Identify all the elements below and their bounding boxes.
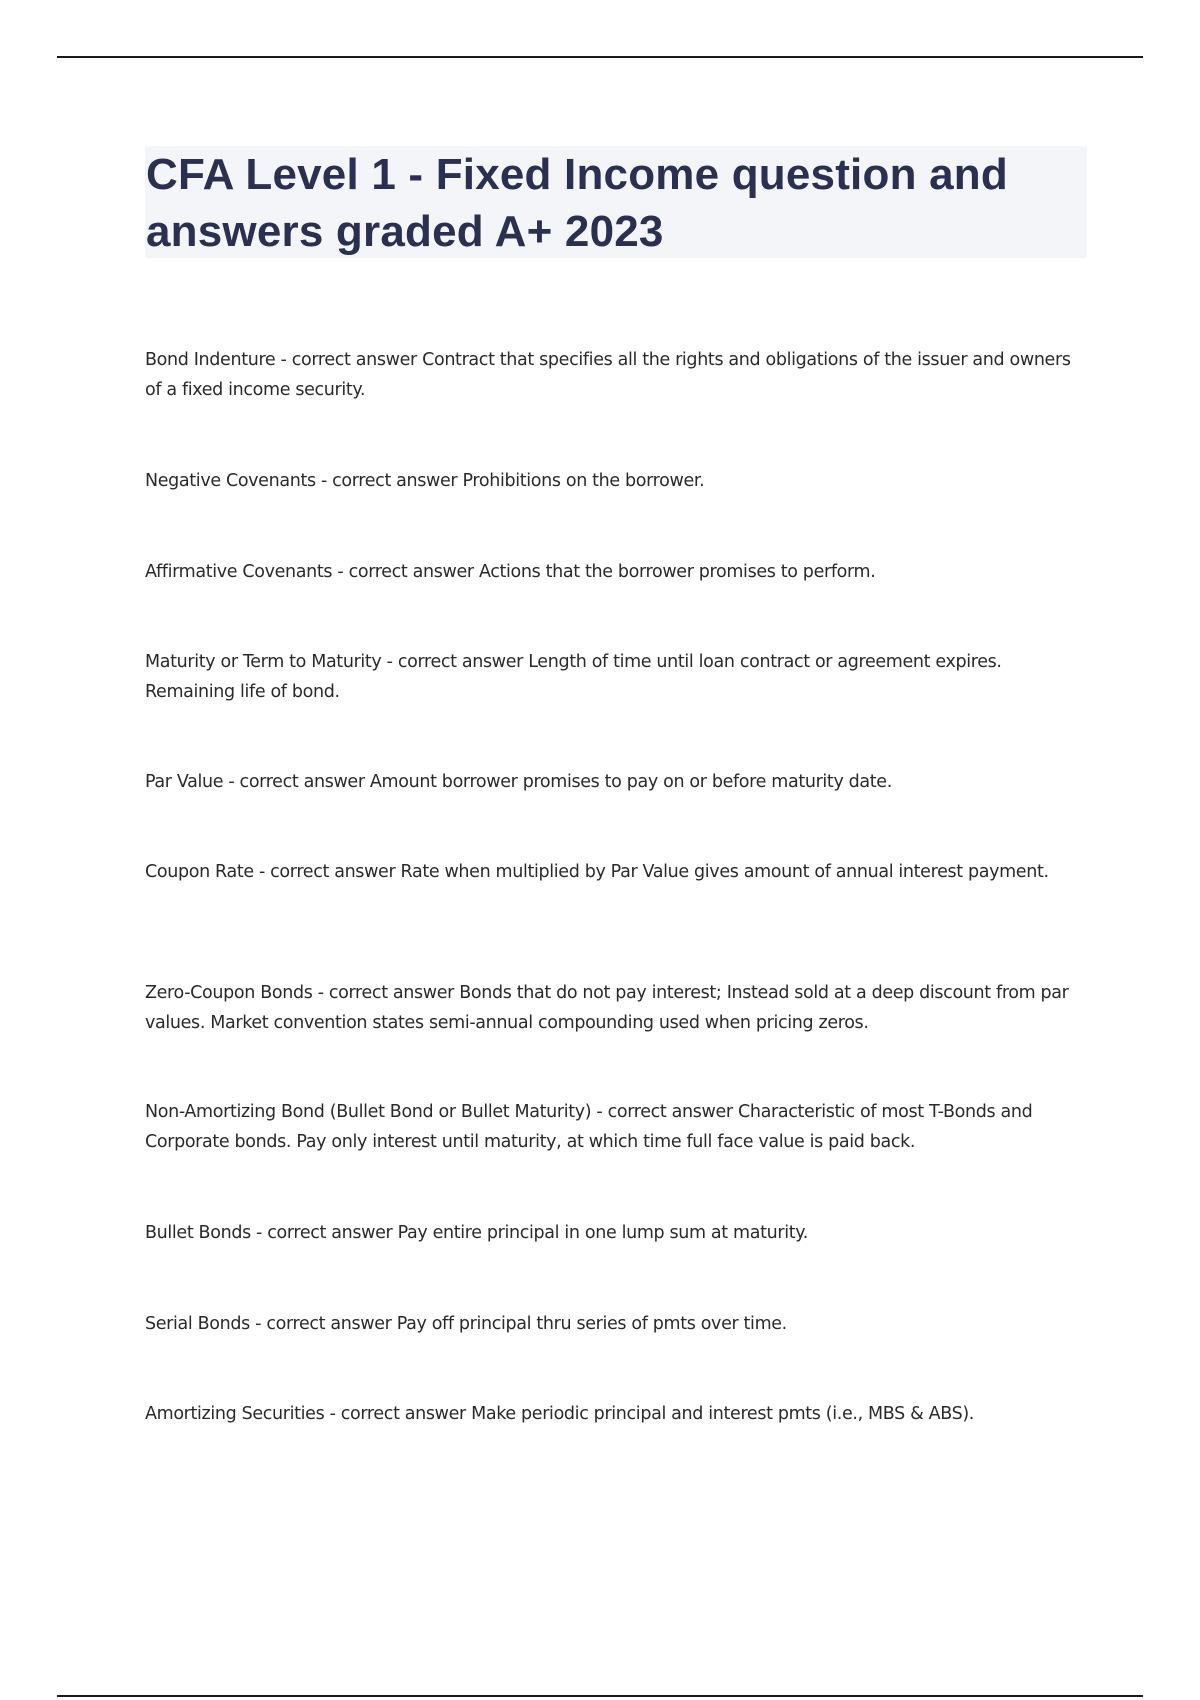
qa-answer-marker: correct answer (397, 652, 523, 672)
qa-item (145, 857, 1085, 887)
qa-item (145, 1399, 1085, 1429)
qa-item (145, 978, 1085, 1038)
page-title: CFA Level 1 - Fixed Income question and answers graded A+ 2023 (146, 150, 1008, 256)
qa-answer-marker: correct answer (328, 983, 455, 1003)
qa-answer: Make periodic principal and interest pmts (i.e., MBS & ABS). (471, 1404, 975, 1424)
qa-term: Par Value (145, 772, 224, 792)
qa-item (145, 557, 1085, 587)
qa-term: Bond Indenture (145, 350, 276, 370)
qa-separator: - (315, 471, 333, 491)
qa-separator: - (591, 1102, 608, 1122)
qa-answer: Rate when multiplied by Par Value gives amount of annual interest payment. (400, 862, 1049, 882)
qa-answer-marker: correct answer (348, 562, 474, 582)
qa-term: Maturity or Term to Maturity (145, 652, 382, 672)
qa-answer-marker: correct answer (291, 350, 417, 370)
qa-answer-marker: correct answer (340, 1404, 466, 1424)
qa-term: Amortizing Securities (145, 1404, 325, 1424)
qa-separator: - (312, 983, 329, 1003)
qa-term: Negative Covenants (145, 471, 316, 491)
qa-answer: Characteristic of most T-Bonds and Corporate bonds. Pay only interest until maturity, at which time full face value is paid back. (145, 1102, 1033, 1152)
qa-answer-marker: correct answer (239, 772, 365, 792)
qa-separator: - (275, 350, 292, 370)
top-rule (57, 56, 1143, 58)
qa-item (145, 647, 1085, 707)
qa-separator: - (381, 652, 398, 672)
qa-item (145, 1097, 1085, 1157)
qa-answer: Pay entire principal in one lump sum at maturity. (397, 1223, 808, 1243)
qa-answer: Length of time until loan contract or agreement expires. Remaining life of bond. (145, 652, 1002, 702)
qa-term: Affirmative Covenants (145, 562, 333, 582)
qa-answer-marker: correct answer (267, 1223, 393, 1243)
qa-term: Zero-Coupon Bonds (145, 983, 313, 1003)
qa-term: Bullet Bonds (145, 1223, 251, 1243)
qa-separator: - (324, 1404, 341, 1424)
bottom-rule (57, 1695, 1143, 1697)
qa-answer-marker: correct answer (607, 1102, 733, 1122)
qa-item (145, 767, 1085, 797)
qa-term: Coupon Rate (145, 862, 254, 882)
qa-separator: - (249, 1314, 267, 1334)
qa-answer: Pay off principal thru series of pmts over time. (396, 1314, 787, 1334)
qa-term: Non-Amortizing Bond (Bullet Bond or Bullet Maturity) (145, 1102, 592, 1122)
qa-separator: - (332, 562, 349, 582)
qa-answer: Prohibitions on the borrower. (462, 471, 705, 491)
qa-answer: Amount borrower promises to pay on or before maturity date. (369, 772, 892, 792)
qa-answer: Actions that the borrower promises to perform. (478, 562, 876, 582)
qa-answer-marker: correct answer (332, 471, 458, 491)
qa-answer: Bonds that do not pay interest; Instead sold at a deep discount from par values. Market convention states semi-annual compounding used when pricing zeros. (145, 983, 1069, 1033)
qa-item (145, 466, 1085, 496)
qa-separator: - (223, 772, 240, 792)
qa-answer: Contract that specifies all the rights and obligations of the issuer and owners of a fixed income security. (145, 350, 1071, 400)
qa-term: Serial Bonds (145, 1314, 250, 1334)
qa-item (145, 1309, 1085, 1339)
qa-answer-marker: correct answer (266, 1314, 392, 1334)
qa-item (145, 345, 1085, 405)
qa-separator: - (253, 862, 271, 882)
qa-separator: - (250, 1223, 268, 1243)
qa-item (145, 1218, 1085, 1248)
qa-answer-marker: correct answer (270, 862, 396, 882)
